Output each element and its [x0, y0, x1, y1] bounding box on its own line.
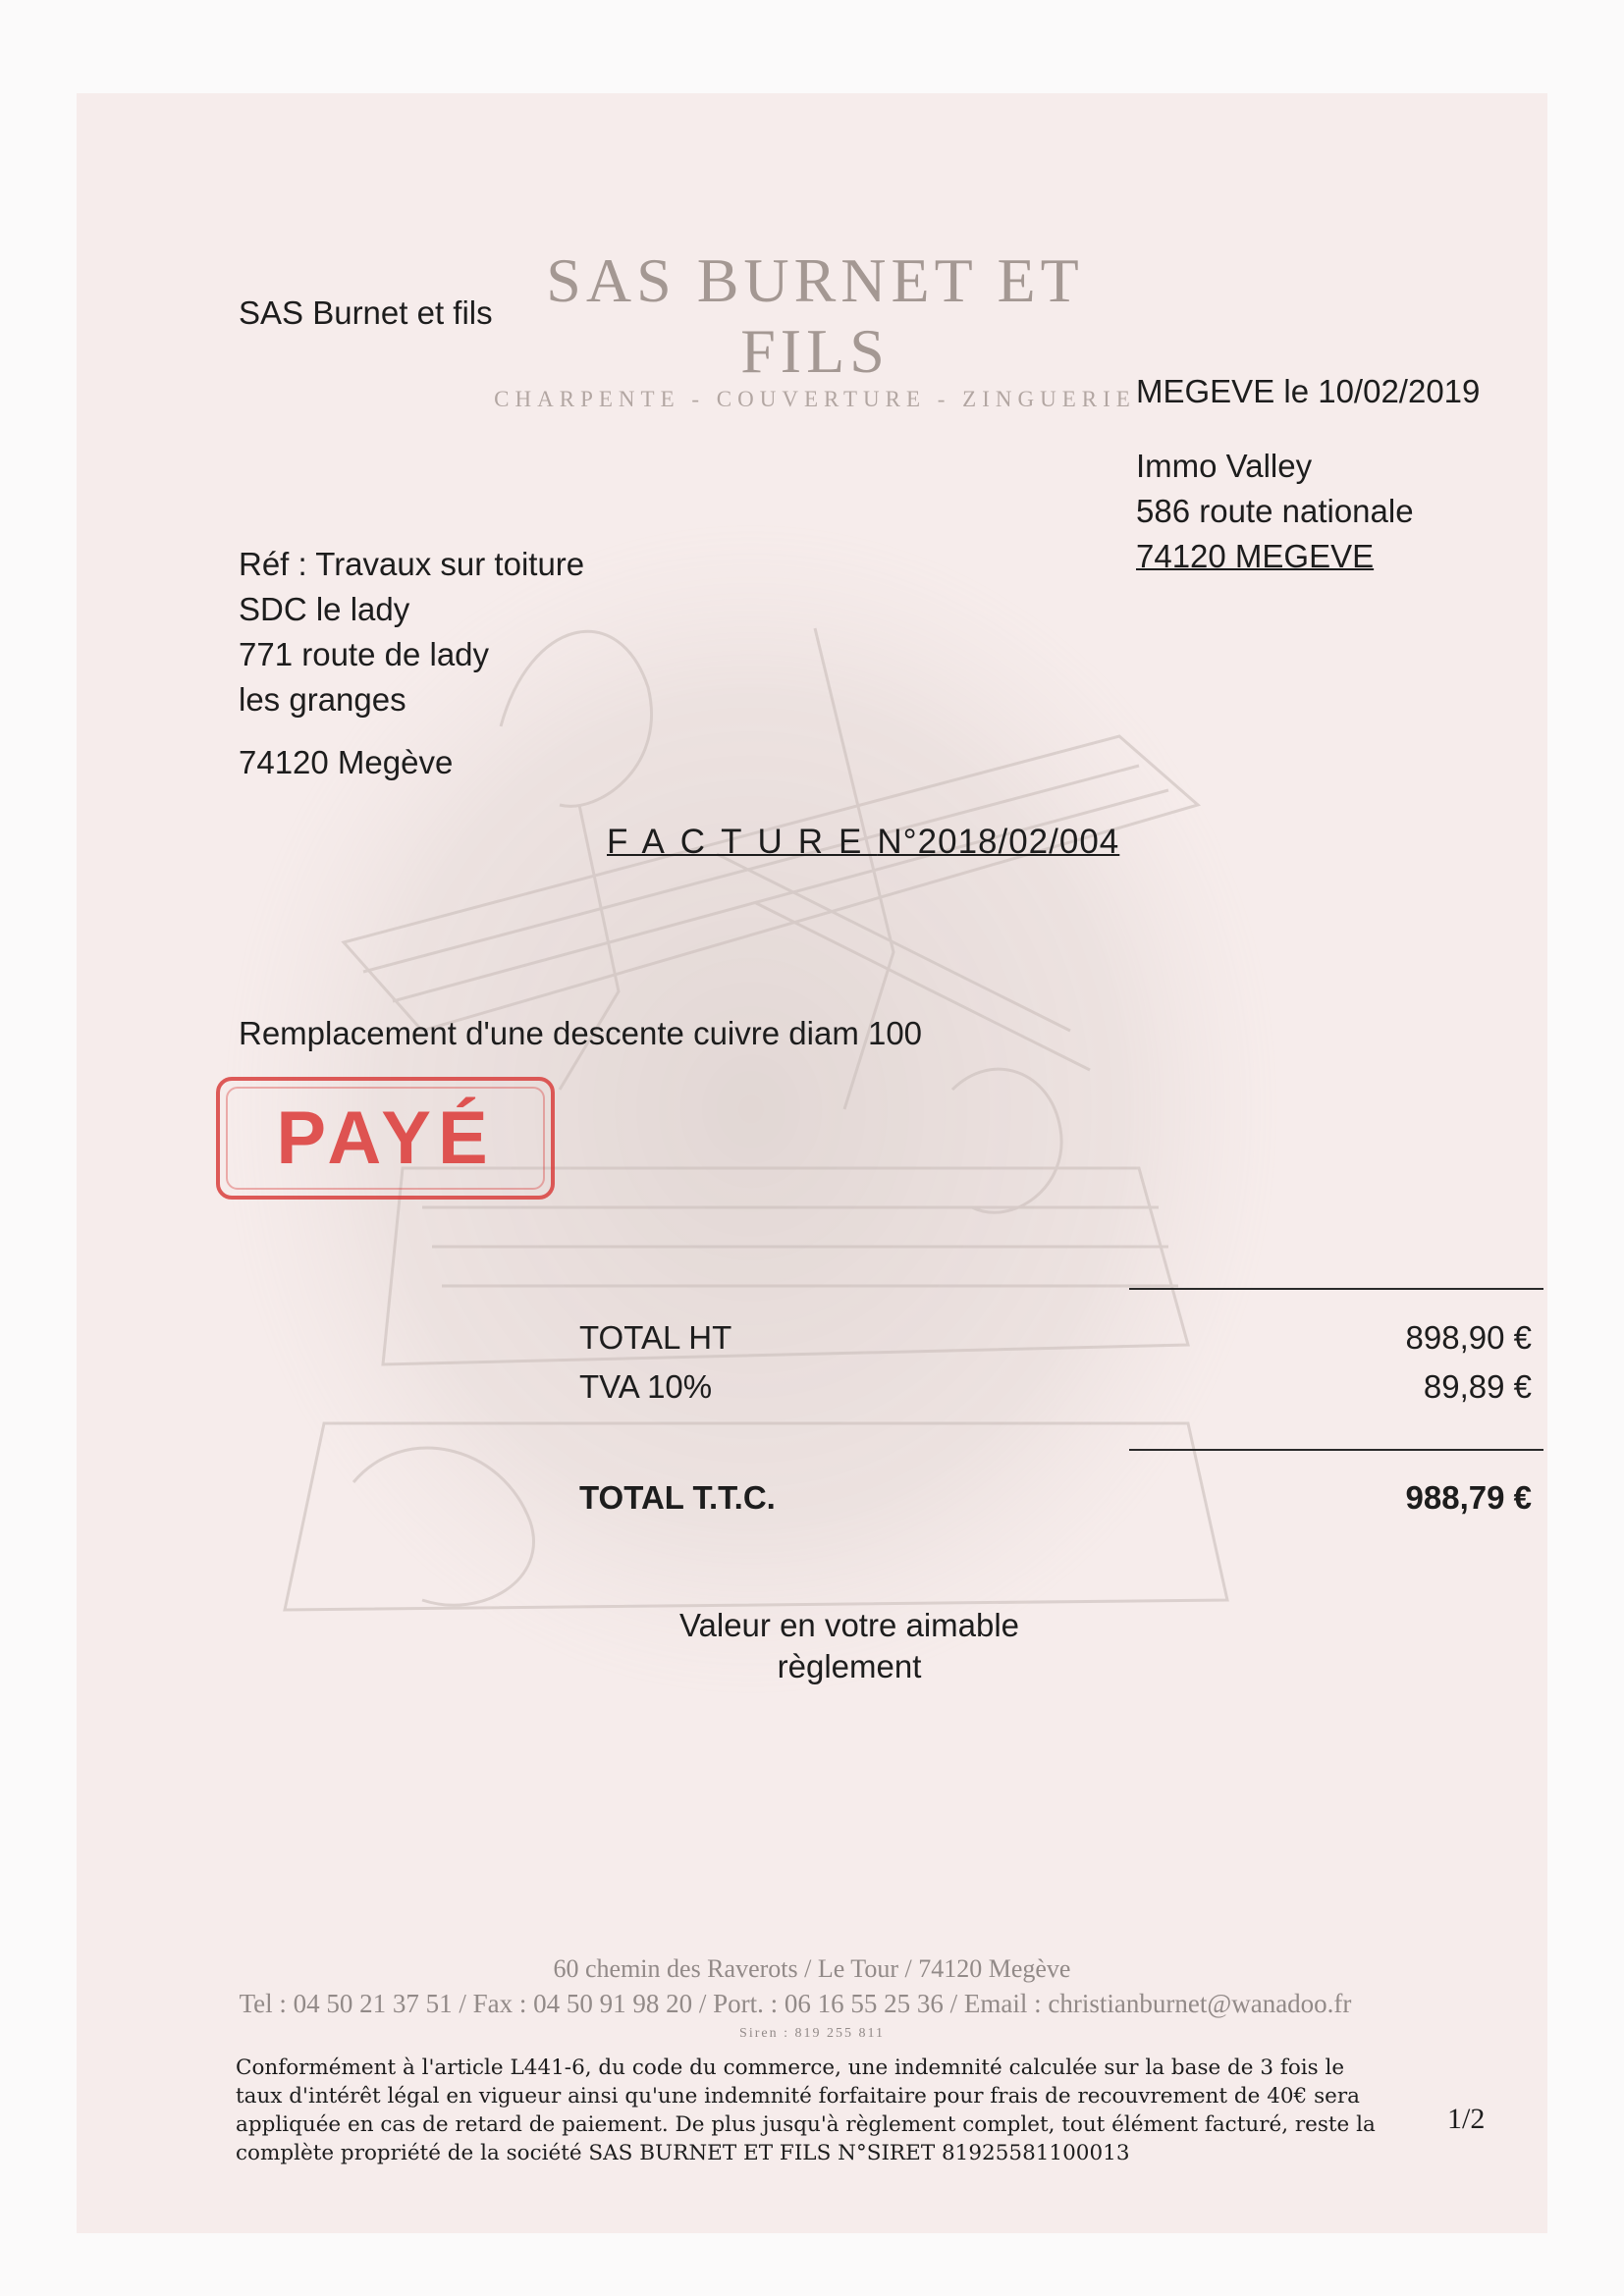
total-ttc-label: TOTAL T.T.C. [579, 1479, 776, 1516]
legal-line: complète propriété de la société SAS BURNET ET FILS N°SIRET 81925581100013 [236, 2141, 1130, 2165]
paid-stamp: PAYÉ [216, 1077, 555, 1200]
line-item-description: Remplacement d'une descente cuivre diam 100 [239, 1015, 923, 1051]
recipient-street: 586 route nationale [1136, 493, 1414, 529]
invoice-title [607, 823, 1119, 862]
payment-closing [619, 1605, 1080, 1687]
legal-line: Conformément à l'article L441-6, du code du commerce, une indemnité calculée sur la base de 3 fois le [236, 2056, 1345, 2080]
footer-contacts: Tel : 04 50 21 37 51 / Fax : 04 50 91 98 20 / Port. : 06 16 55 25 36 / Email : christianburnet@wanadoo.fr [239, 1989, 1352, 2018]
recipient-address [1136, 444, 1414, 579]
footer-siren: Siren : 819 255 811 [739, 2026, 885, 2041]
legal-notice [236, 2054, 1424, 2167]
date-line: MEGEVE le 10/02/2019 [1136, 373, 1481, 409]
recipient-name: Immo Valley [1136, 448, 1313, 484]
invoice-number: N°2018/02/004 [877, 823, 1120, 861]
reference-line: les granges [239, 681, 406, 718]
sender-name: SAS Burnet et fils [239, 294, 493, 331]
reference-line: Réf : Travaux sur toiture [239, 546, 585, 582]
tva-value: 89,89 € [1423, 1368, 1532, 1405]
invoice-title-word: FACTURE [607, 823, 878, 861]
reference-line: SDC le lady [239, 591, 410, 627]
tva-label: TVA 10% [579, 1368, 713, 1405]
totals-divider [1129, 1288, 1543, 1290]
page-number: 1/2 [1447, 2103, 1486, 2135]
reference-line: 771 route de lady [239, 636, 490, 672]
reference-block [239, 542, 584, 785]
logo-tagline: CHARPENTE - COUVERTURE - ZINGUERIE [494, 387, 1136, 411]
legal-line: appliquée en cas de retard de paiement. De plus jusqu'à règlement complet, tout élément facturé, reste la [236, 2112, 1376, 2137]
legal-line: taux d'intérêt légal en vigueur ainsi qu'une indemnité forfaitaire pour frais de recouvrement de 40€ sera [236, 2084, 1360, 2109]
totals-divider [1129, 1449, 1543, 1451]
closing-line: Valeur en votre aimable [678, 1607, 1020, 1643]
company-logo [491, 245, 1139, 412]
recipient-postcode-city: 74120 MEGEVE [1136, 538, 1375, 574]
logo-title: SAS BURNET ET FILS [546, 245, 1084, 386]
reference-line: 74120 Megève [239, 744, 454, 780]
total-ht-value: 898,90 € [1405, 1319, 1532, 1356]
total-ht-label: TOTAL HT [579, 1319, 732, 1356]
footer-address: 60 chemin des Raverots / Le Tour / 74120 Megève [553, 1954, 1071, 1983]
closing-line: règlement [777, 1648, 922, 1684]
total-ttc-value: 988,79 € [1405, 1479, 1532, 1516]
